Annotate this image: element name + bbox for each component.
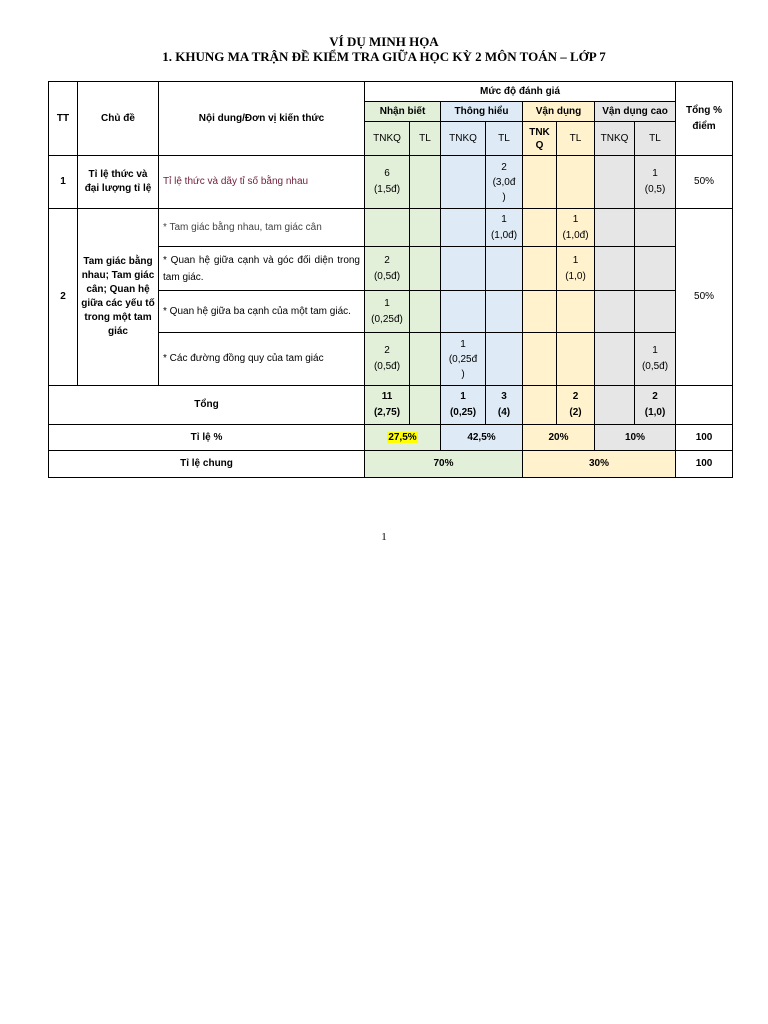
table-row [49, 156, 733, 209]
document-subtitle: VÍ DỤ MINH HỌA [329, 34, 439, 49]
cell-count: 6 [384, 168, 390, 179]
row2-sub2-vd-tnkq [523, 247, 557, 291]
row2-sub3-th-tnkq [441, 291, 486, 333]
cell-count: 11 [381, 391, 393, 402]
ratio-nb-value: 27,5% [388, 431, 417, 443]
total-tong [676, 386, 733, 425]
row2-sub2-nb-tl [410, 247, 441, 291]
row2-sub4-nb-tl [410, 333, 441, 386]
cell-points: (3,0đ [492, 176, 516, 188]
row2-sub1-noi-dung: * Tam giác bằng nhau, tam giác cân [159, 209, 365, 247]
cell-points: (0,5đ) [641, 361, 669, 372]
row2-sub1-vdc-tnkq [595, 209, 635, 247]
row2-chu-de: Tam giác bằng nhau; Tam giác cân; Quan hệ giữa các yếu tố trong một tam giác [78, 209, 159, 386]
overall-ratio-tong: 100 [676, 451, 733, 478]
row2-sub3-th-tl [486, 291, 523, 333]
cell-points: (0,5) [644, 184, 666, 195]
cell-count: 2 [501, 161, 507, 173]
overall-ratio-right: 30% [523, 451, 676, 478]
row2-sub2-nb-tnkq [365, 247, 410, 291]
row2-sub3-vdc-tnkq [595, 291, 635, 333]
row2-sub1-vd-tl [557, 209, 595, 247]
header-van-dung-cao: Vận dụng cao [595, 102, 676, 122]
page-number: 1 [381, 531, 387, 543]
cell-count: 1 [572, 213, 579, 225]
cell-points-wrap: ) [502, 191, 506, 203]
row1-nb-tnkq [365, 156, 410, 209]
row1-vd-tnkq [523, 156, 557, 209]
cell-points: (1,0đ) [490, 229, 518, 241]
row1-vd-tl [557, 156, 595, 209]
header-muc-do-danh-gia: Mức độ đánh giá [365, 82, 676, 102]
cell-count: 1 [460, 338, 466, 350]
cell-points: (1,5đ) [373, 184, 401, 195]
table-row [49, 209, 733, 247]
row2-sub4-th-tl [486, 333, 523, 386]
total-nb-tl [410, 386, 441, 425]
ratio-row [49, 425, 733, 451]
header-row-1 [49, 82, 733, 102]
row1-th-tl [486, 156, 523, 209]
header-van-dung: Vận dụng [523, 102, 595, 122]
total-vd-tnkq [523, 386, 557, 425]
cell-count: 2 [572, 391, 579, 402]
row1-vdc-tl [635, 156, 676, 209]
ratio-label: Tỉ lệ % [49, 425, 365, 451]
ratio-thong-hieu: 42,5% [441, 425, 523, 451]
row2-sub3-vd-tnkq [523, 291, 557, 333]
document-title: 1. KHUNG MA TRẬN ĐỀ KIỂM TRA GIỮA HỌC KỲ 2 MÔN TOÁN – LỚP 7 [162, 49, 606, 64]
cell-count: 1 [460, 391, 466, 402]
cell-points: (1,0đ) [562, 229, 589, 241]
row1-tong: 50% [676, 156, 733, 209]
cell-count: 2 [652, 391, 658, 402]
header-vdc-tl: TL [635, 122, 676, 156]
cell-count: 3 [501, 391, 507, 402]
row2-sub4-nb-tnkq [365, 333, 410, 386]
cell-count: 1 [501, 213, 507, 225]
cell-count: 1 [384, 297, 390, 309]
row1-tt: 1 [49, 156, 78, 209]
overall-ratio-left: 70% [365, 451, 523, 478]
row2-sub4-vdc-tnkq [595, 333, 635, 386]
cell-points: (0,5đ) [373, 361, 401, 372]
cell-points: (1,0) [644, 407, 666, 418]
row2-tt: 2 [49, 209, 78, 386]
cell-points: (0,5đ) [373, 270, 401, 282]
total-row [49, 386, 733, 425]
cell-points: (2,75) [373, 407, 401, 418]
cell-points: (0,25) [449, 407, 477, 418]
row2-sub1-th-tl [486, 209, 523, 247]
row2-sub1-nb-tl [410, 209, 441, 247]
row1-vdc-tnkq [595, 156, 635, 209]
cell-points: (4) [497, 407, 511, 418]
header-noi-dung: Nội dung/Đơn vị kiến thức [159, 82, 365, 156]
row2-sub4-vd-tl [557, 333, 595, 386]
header-thong-hieu: Thông hiểu [441, 102, 523, 122]
row1-noi-dung: Tỉ lệ thức và dãy tỉ số bằng nhau [159, 156, 365, 209]
ratio-van-dung: 20% [523, 425, 595, 451]
row2-sub2-noi-dung: * Quan hệ giữa cạnh và góc đối diện trong tam giác. [159, 247, 365, 291]
header-vdc-tnkq: TNKQ [595, 122, 635, 156]
row2-sub3-nb-tl [410, 291, 441, 333]
row2-sub4-vdc-tl [635, 333, 676, 386]
row2-sub3-nb-tnkq [365, 291, 410, 333]
row2-sub4-vd-tnkq [523, 333, 557, 386]
row2-sub3-vd-tl [557, 291, 595, 333]
header-nb-tnkq: TNKQ [365, 122, 410, 156]
header-chu-de: Chủ đề [78, 82, 159, 156]
header-tong-diem: Tổng % điểm [676, 82, 733, 156]
row1-chu-de: Tỉ lệ thức và đại lượng tỉ lệ [78, 156, 159, 209]
cell-count: 1 [652, 345, 658, 356]
overall-ratio-row [49, 451, 733, 478]
row2-sub2-th-tl [486, 247, 523, 291]
header-th-tl: TL [486, 122, 523, 156]
cell-points: (2) [569, 407, 582, 418]
row1-nb-tl [410, 156, 441, 209]
cell-points-wrap: ) [461, 368, 465, 380]
header-vd-tl: TL [557, 122, 595, 156]
cell-points: (1,0) [565, 270, 586, 282]
row2-sub2-vd-tl [557, 247, 595, 291]
cell-count: 1 [572, 254, 579, 266]
cell-count: 2 [384, 345, 390, 356]
row2-sub2-vdc-tl [635, 247, 676, 291]
ratio-van-dung-cao: 10% [595, 425, 676, 451]
assessment-matrix-table [48, 81, 733, 478]
row2-sub1-vd-tnkq [523, 209, 557, 247]
row2-tong: 50% [676, 209, 733, 386]
ratio-nhan-biet [365, 425, 441, 451]
header-tt: TT [49, 82, 78, 156]
row2-sub1-nb-tnkq [365, 209, 410, 247]
header-th-tnkq: TNKQ [441, 122, 486, 156]
ratio-tong: 100 [676, 425, 733, 451]
row2-sub1-th-tnkq [441, 209, 486, 247]
row2-sub4-noi-dung: * Các đường đồng quy của tam giác [159, 333, 365, 386]
total-th-tnkq [441, 386, 486, 425]
row1-th-tnkq [441, 156, 486, 209]
total-vdc-tnkq [595, 386, 635, 425]
total-vd-tl [557, 386, 595, 425]
cell-points: (0,25đ) [371, 313, 403, 325]
row2-sub3-vdc-tl [635, 291, 676, 333]
row2-sub1-vdc-tl [635, 209, 676, 247]
row2-sub3-noi-dung: * Quan hệ giữa ba cạnh của một tam giác. [159, 291, 365, 333]
cell-count: 1 [652, 168, 658, 179]
total-nb-tnkq [365, 386, 410, 425]
overall-ratio-label: Tỉ lệ chung [49, 451, 365, 478]
cell-count: 2 [384, 254, 390, 266]
row2-sub2-vdc-tnkq [595, 247, 635, 291]
row2-sub4-th-tnkq [441, 333, 486, 386]
header-vd-tnkq: TNK Q [523, 122, 557, 156]
total-th-tl [486, 386, 523, 425]
header-nhan-biet: Nhận biết [365, 102, 441, 122]
row2-sub2-th-tnkq [441, 247, 486, 291]
header-nb-tl: TL [410, 122, 441, 156]
total-label: Tổng [49, 386, 365, 425]
total-vdc-tl [635, 386, 676, 425]
cell-points: (0,25đ [448, 353, 478, 365]
